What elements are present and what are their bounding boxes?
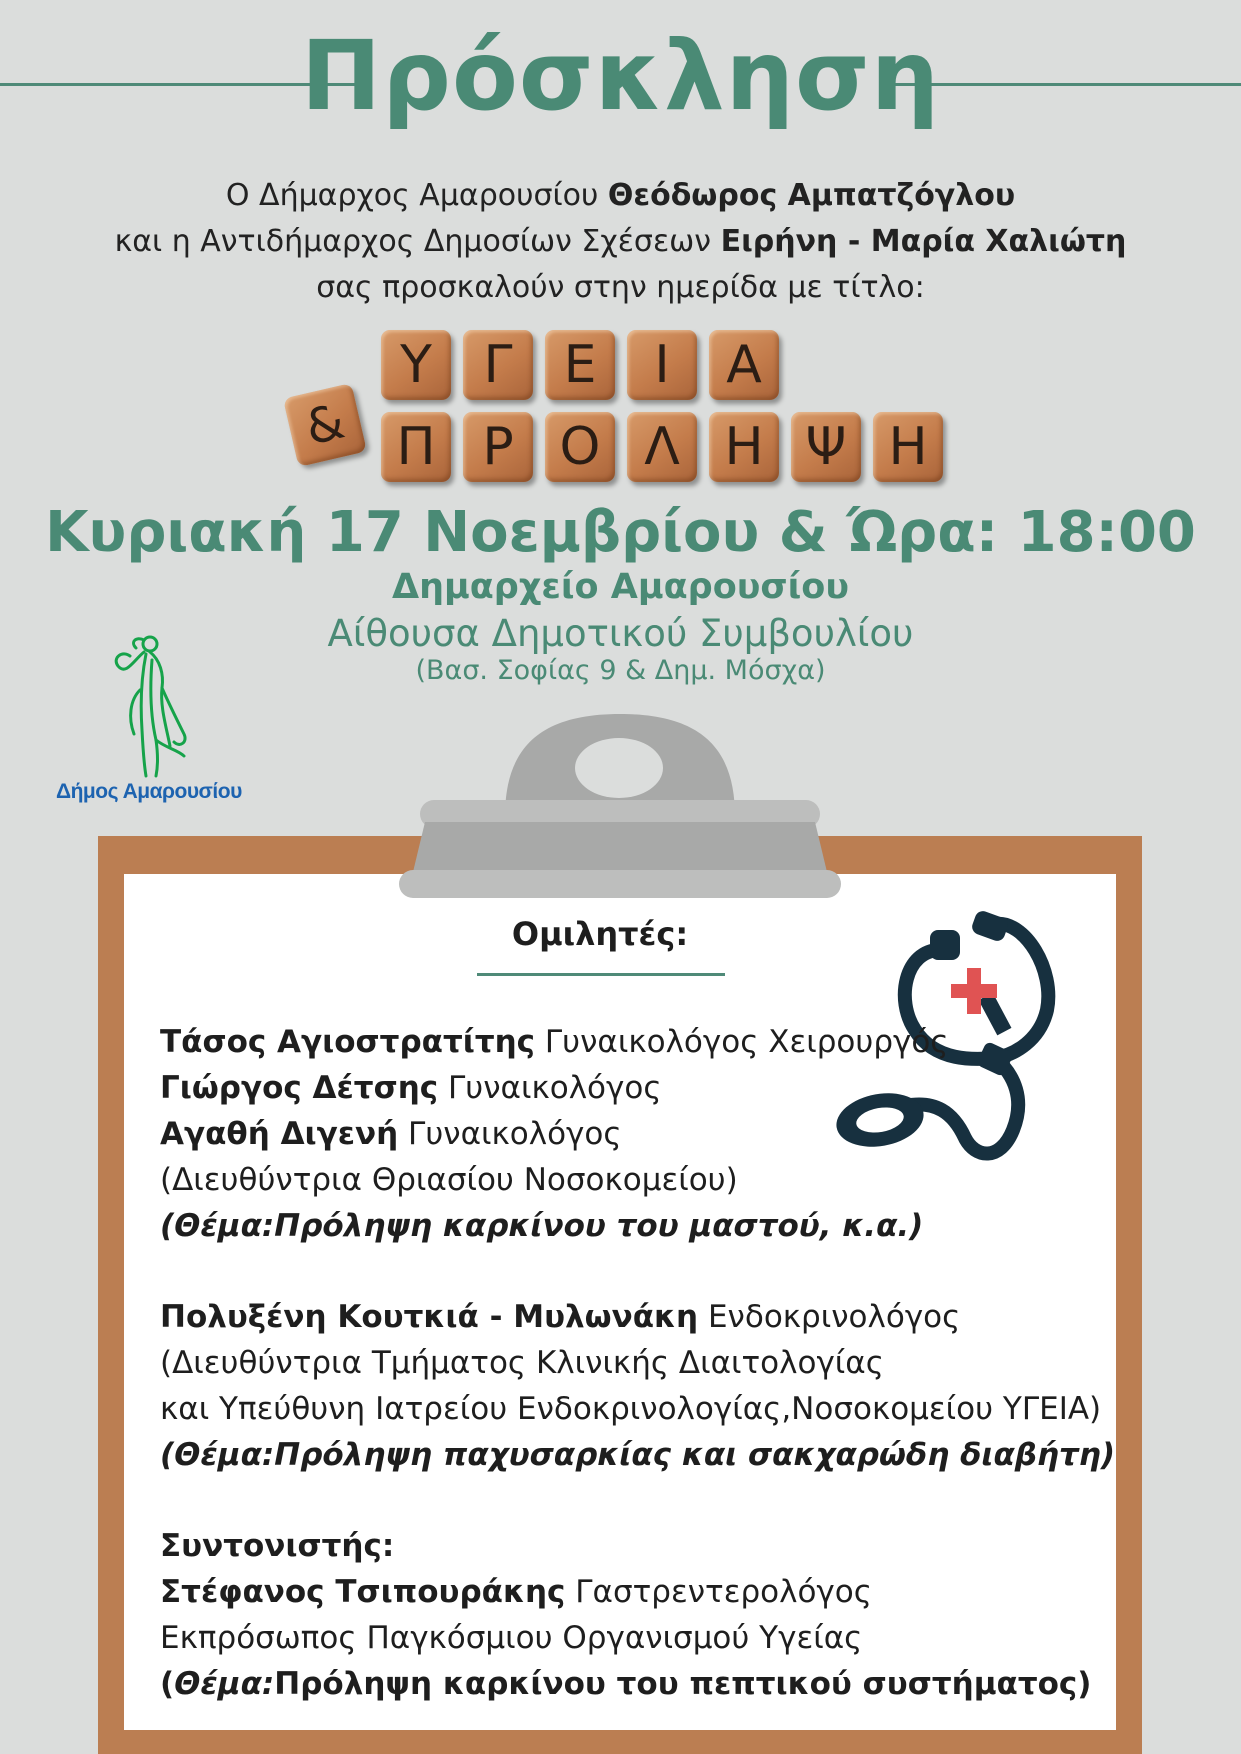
intro-line-3: σας προσκαλούν στην ημερίδα με τίτλο: <box>316 270 925 305</box>
speakers-heading: Ομιλητές: <box>511 915 689 953</box>
mayor-name: Θεόδωρος Αμπατζόγλου <box>607 178 1016 213</box>
coordinator-heading-text: Συντονιστής: <box>160 1528 395 1564</box>
speaker-2-role: Γυναικολόγος <box>438 1070 662 1106</box>
topic-2 <box>160 1437 1115 1473</box>
speaker-1-role: Γυναικολόγος Χειρουργός <box>535 1024 949 1060</box>
tile-word2-3: Ο <box>545 412 615 482</box>
tile-word1-3: Ε <box>545 330 615 400</box>
tile-word1-1: Υ <box>381 330 451 400</box>
clipboard-clip-icon <box>395 712 845 902</box>
event-hall: Αίθουσα Δημοτικού Συμβουλίου <box>327 612 914 655</box>
tile-ampersand: & <box>283 383 367 467</box>
speaker-4-role: Ενδοκρινολόγος <box>698 1299 961 1335</box>
tile-word2-2: Ρ <box>463 412 533 482</box>
speaker-4-note-1: (Διευθύντρια Τμήματος Κλινικής Διαιτολογίας <box>160 1345 884 1381</box>
tile-word1-5: Α <box>709 330 779 400</box>
speaker-3 <box>160 1116 622 1152</box>
speakers-heading-rule <box>477 973 725 976</box>
tile-word2-6: Ψ <box>791 412 861 482</box>
topic-1-text: (Θέμα:Πρόληψη καρκίνου του μαστού, κ.α.) <box>160 1208 924 1244</box>
topic-3-open: ( <box>160 1666 175 1702</box>
speaker-1-name: Τάσος Αγιοστρατίτης <box>160 1024 536 1060</box>
intro-line-1 <box>0 178 1241 213</box>
speaker-5 <box>160 1574 872 1610</box>
intro-line-2-prefix: και η Αντιδήμαρχος Δημοσίων Σχέσεων <box>114 224 721 259</box>
topic-3-text: Πρόληψη καρκίνου του πεπτικού συστήματος) <box>274 1666 1092 1702</box>
speaker-3-role: Γυναικολόγος <box>398 1116 622 1152</box>
tile-word2-5: Η <box>709 412 779 482</box>
speaker-4-note-2: και Υπεύθυνη Ιατρείου Ενδοκρινολογίας,Νοσοκομείου ΥΓΕΙΑ) <box>160 1391 1102 1427</box>
speaker-5-note: Εκπρόσωπος Παγκόσμιου Οργανισμού Υγείας <box>160 1620 863 1656</box>
tile-word1-4: Ι <box>627 330 697 400</box>
speaker-5-name: Στέφανος Τσιπουράκης <box>160 1574 566 1610</box>
speaker-1 <box>160 1024 949 1060</box>
municipality-logo-label: Δήμος Αμαρουσίου <box>56 780 242 803</box>
tile-word1-2: Γ <box>463 330 533 400</box>
speaker-3-name: Αγαθή Διγενή <box>160 1116 399 1152</box>
speaker-4 <box>160 1299 960 1335</box>
event-address: (Βασ. Σοφίας 9 & Δημ. Μόσχα) <box>415 655 826 686</box>
topic-1 <box>160 1208 923 1244</box>
coordinator-heading <box>160 1528 394 1564</box>
speaker-4-name: Πολυξένη Κουτκιά - Μυλωνάκη <box>160 1299 699 1335</box>
municipality-figure-logo <box>100 630 215 780</box>
page-title: Πρόσκληση <box>300 20 941 132</box>
topic-3-label: Θέμα: <box>174 1666 275 1702</box>
speaker-5-role: Γαστρεντερολόγος <box>565 1574 872 1610</box>
topic-2-text: (Θέμα:Πρόληψη παχυσαρκίας και σακχαρώδη διαβήτη) <box>160 1437 1116 1473</box>
intro-line-1-prefix: Ο Δήμαρχος Αμαρουσίου <box>225 178 608 213</box>
event-datetime: Κυριακή 17 Νοεμβρίου & Ώρα: 18:00 <box>45 500 1196 565</box>
topic-3 <box>160 1666 1091 1702</box>
speaker-2-name: Γιώργος Δέτσης <box>160 1070 439 1106</box>
deputy-mayor-name: Ειρήνη - Μαρία Χαλιώτη <box>720 224 1127 259</box>
speaker-3-note: (Διευθύντρια Θριασίου Νοσοκομείου) <box>160 1162 738 1198</box>
tile-word2-7: Η <box>873 412 943 482</box>
tile-word2-4: Λ <box>627 412 697 482</box>
tile-word2-1: Π <box>381 412 451 482</box>
intro-line-2 <box>0 224 1241 259</box>
speaker-2 <box>160 1070 662 1106</box>
event-venue: Δημαρχείο Αμαρουσίου <box>392 567 849 607</box>
